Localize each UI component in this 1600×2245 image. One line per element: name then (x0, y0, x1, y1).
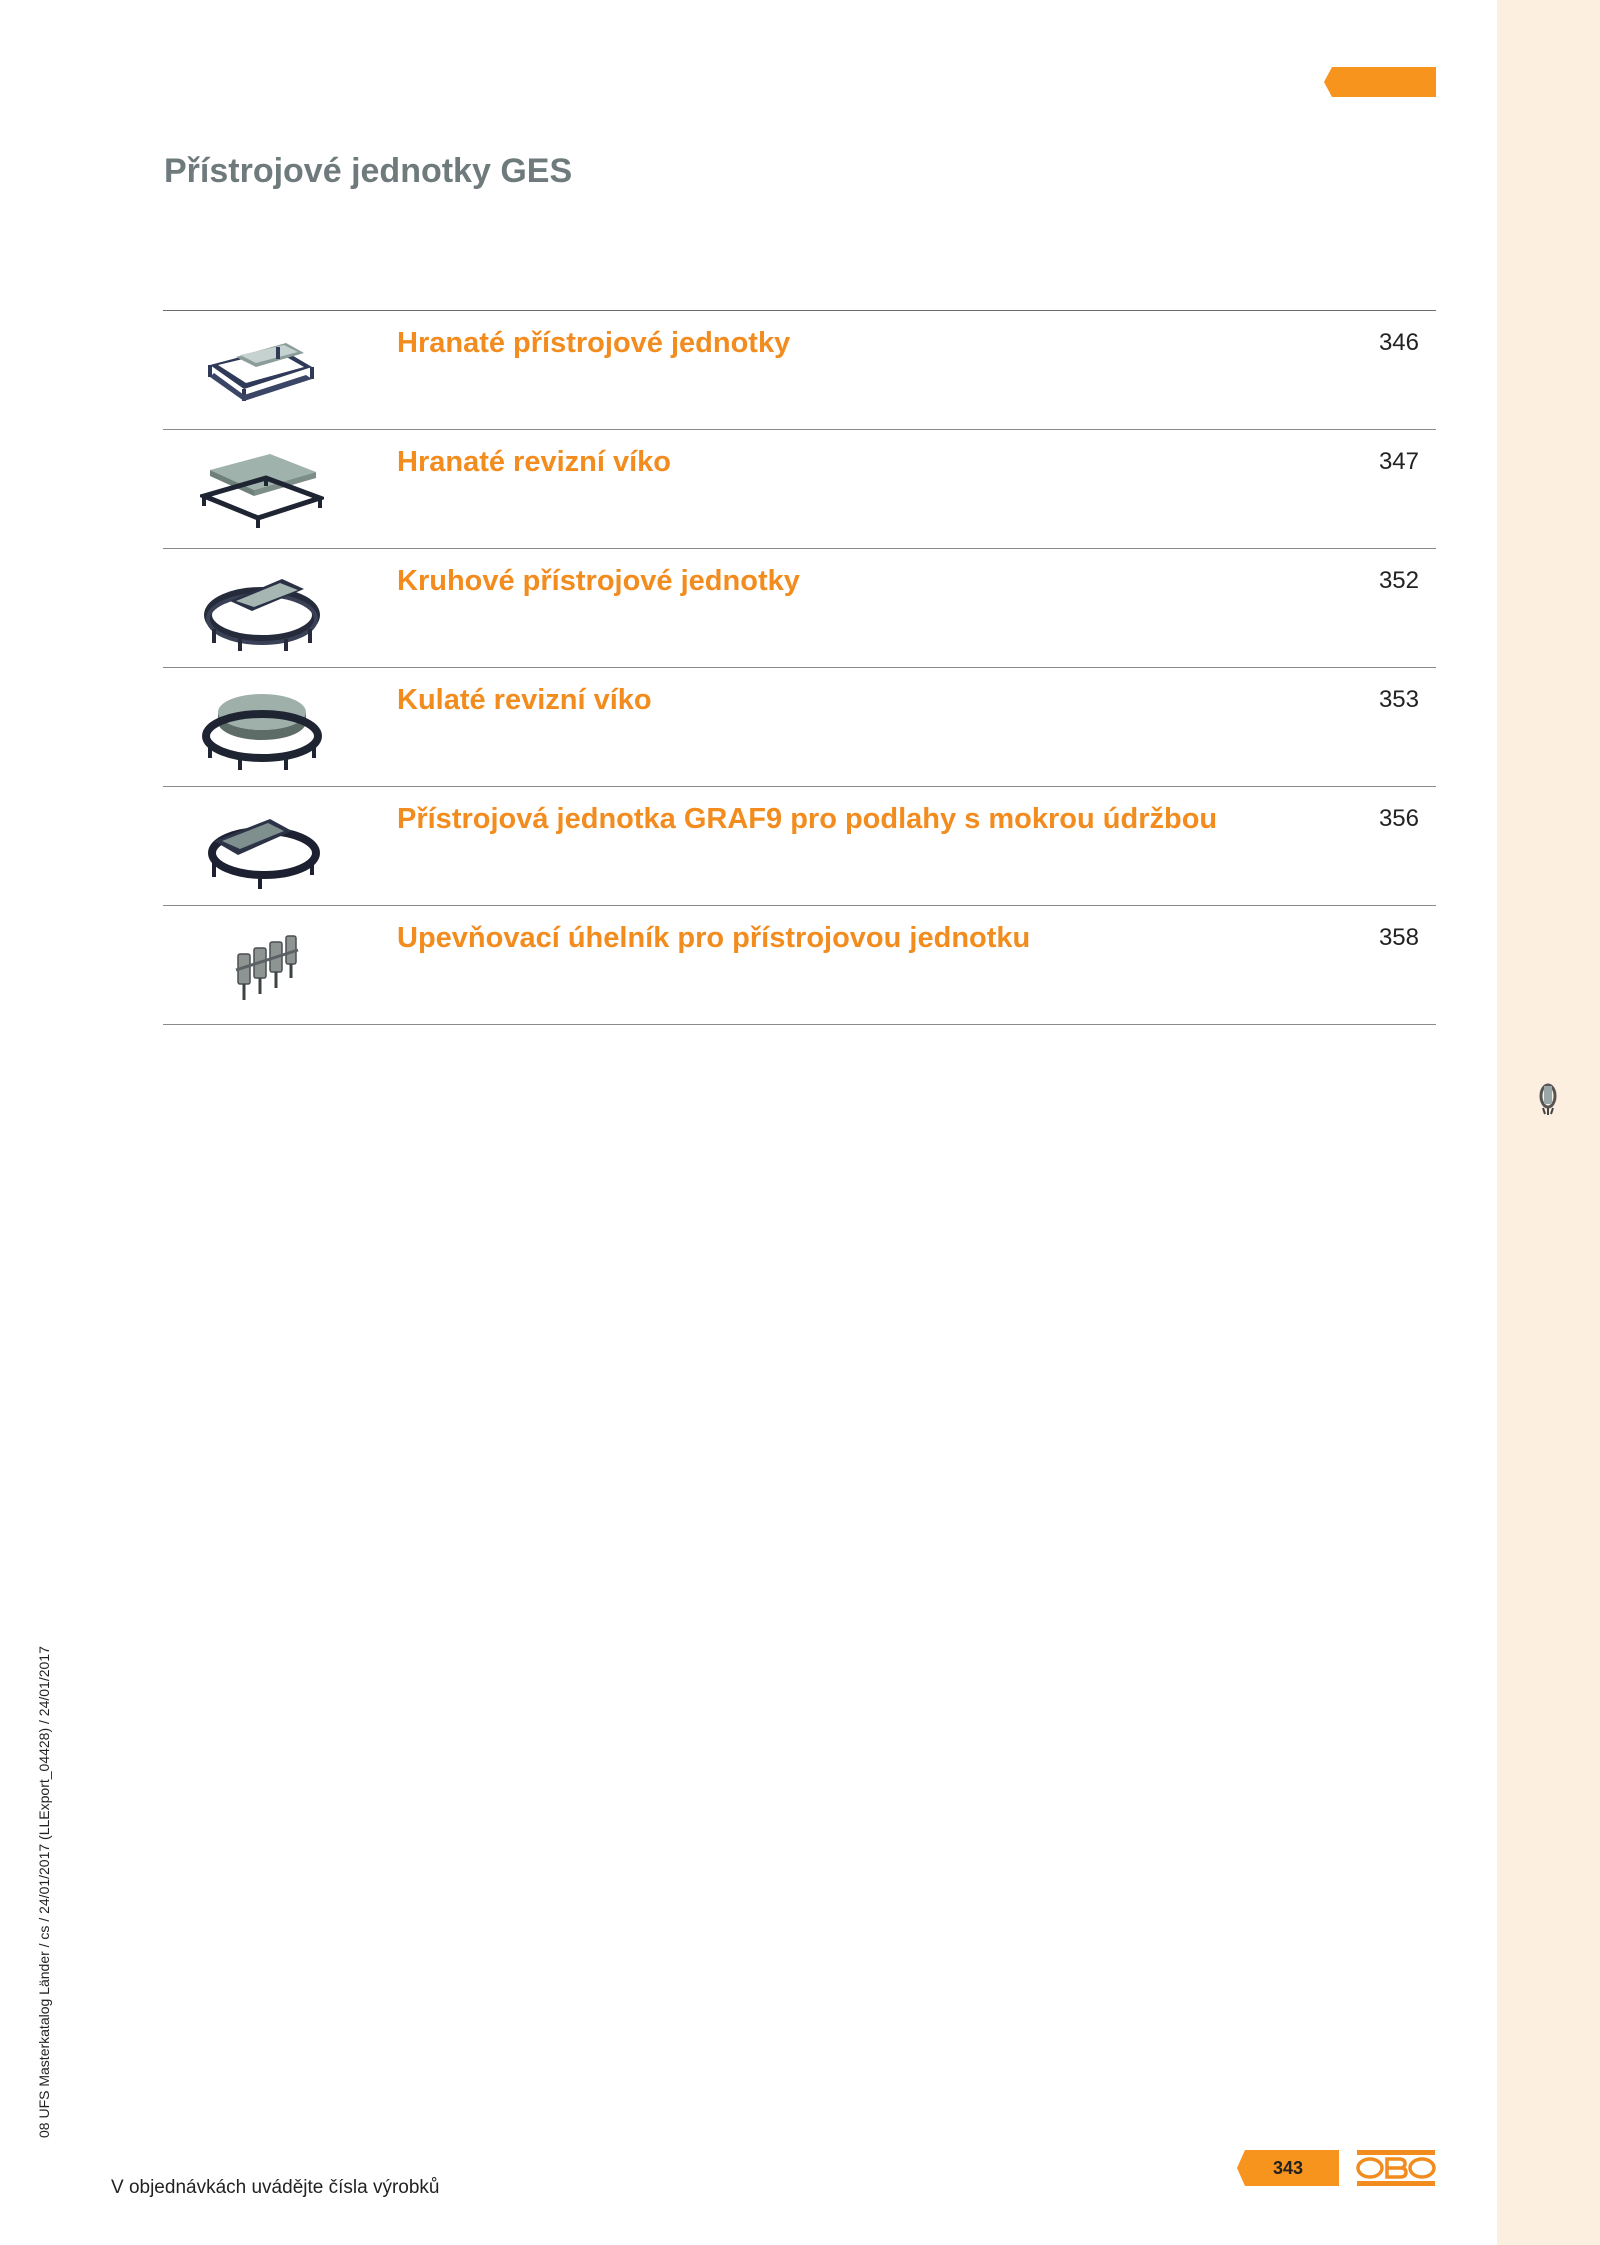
toc-page-number[interactable]: 352 (1378, 567, 1419, 594)
square-inspection-cover-image (200, 444, 324, 534)
chapter-device-unit-icon (1535, 1080, 1561, 1116)
toc-title[interactable]: Kruhové přístrojové jednotky (397, 565, 800, 597)
toc-page-number[interactable]: 356 (1378, 805, 1419, 832)
toc-row-fixing-bracket[interactable] (163, 906, 1436, 1025)
toc-page-number[interactable]: 346 (1378, 329, 1419, 356)
toc-title[interactable]: Hranaté přístrojové jednotky (397, 327, 791, 359)
toc-row-square-device-units[interactable] (163, 311, 1436, 430)
print-metadata: 08 UFS Masterkatalog Länder / cs / 24/01/2017 (LLExport_04428) / 24/01/2017 (36, 1646, 52, 2138)
graf9-unit-image (200, 801, 324, 891)
toc-row-round-device-units[interactable] (163, 549, 1436, 668)
chapter-tab (1324, 67, 1436, 97)
toc-page-number[interactable]: 353 (1378, 686, 1419, 713)
toc-row-round-inspection-cover[interactable] (163, 668, 1436, 787)
side-strip (1497, 0, 1600, 2245)
round-device-unit-image (200, 563, 324, 653)
page-number: 343 (1272, 2158, 1304, 2178)
obo-logo (1356, 2149, 1436, 2187)
page-title: Přístrojové jednotky GES (164, 152, 573, 190)
toc-row-graf9-unit[interactable] (163, 787, 1436, 906)
toc-page-number[interactable]: 358 (1378, 924, 1419, 951)
toc-row-square-inspection-cover[interactable] (163, 430, 1436, 549)
square-device-unit-image (200, 325, 324, 415)
toc-title[interactable]: Upevňovací úhelník pro přístrojovou jednotku (397, 922, 1031, 954)
toc-title[interactable]: Kulaté revizní víko (397, 684, 652, 716)
fixing-bracket-image (200, 920, 324, 1010)
toc-title[interactable]: Přístrojová jednotka GRAF9 pro podlahy s mokrou údržbou (397, 803, 1218, 835)
footer-note: V objednávkách uvádějte čísla výrobků (111, 2177, 440, 2198)
table-of-contents (163, 310, 1436, 1025)
toc-page-number[interactable]: 347 (1378, 448, 1419, 475)
round-inspection-cover-image (200, 682, 324, 772)
toc-title[interactable]: Hranaté revizní víko (397, 446, 671, 478)
